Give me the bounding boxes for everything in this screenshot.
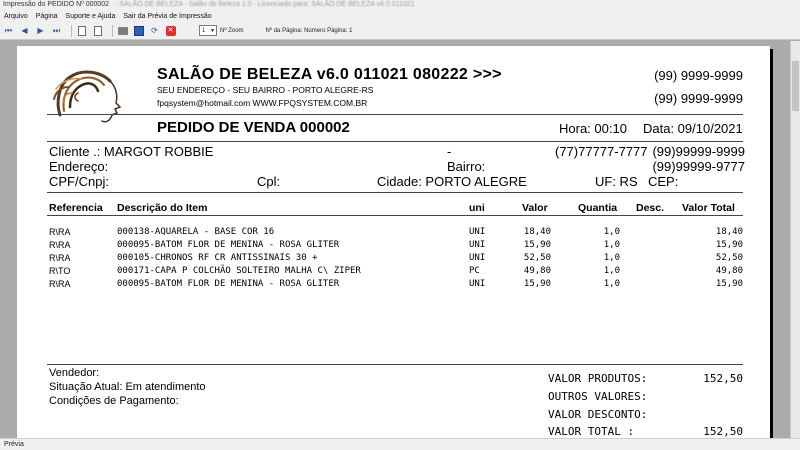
order-status: Situação Atual: Em atendimento [49,381,206,393]
divider [47,192,743,193]
status-bar [0,438,800,450]
cell-desc: 000095-BATOM FLOR DE MENINA - ROSA GLITER [117,279,340,289]
col-header-quantia: Quantia [578,202,618,214]
zoom-value: 1 [202,27,206,34]
window-title: Impressão do PEDIDO Nº 000002 [3,1,110,8]
col-header-uni: uni [469,202,485,214]
payment-terms: Condições de Pagamento: [49,395,179,407]
two-pages-icon[interactable] [92,25,103,36]
divider [47,364,743,365]
cell-uni: UNI [469,240,486,250]
cell-total: 15,90 [715,279,743,289]
col-header-valor: Valor [522,202,548,214]
table-row [17,266,770,279]
cell-total: 18,40 [715,227,743,237]
divider [47,141,743,142]
menu-pagina[interactable]: Página [35,13,58,20]
grand-total-label: VALOR TOTAL : [548,425,635,438]
status-text: Prévia [4,441,24,448]
last-page-icon[interactable]: ⏭ [52,25,61,35]
cell-ref: R\RA [49,240,71,250]
cell-quantia: 1,0 [603,240,620,250]
preview-viewport[interactable] [0,41,800,438]
vertical-scrollbar[interactable] [790,41,800,438]
company-phone-1: (99) 9999-9999 [654,68,743,83]
menu-sair-previa[interactable]: Sair da Prévia de Impressão [123,13,212,20]
customer-address: Endereço: [49,159,109,174]
refresh-icon[interactable]: ⟳ [151,25,158,35]
customer-name: Cliente .: MARGOT ROBBIE [49,144,214,159]
col-header-desc: Descrição do Item [117,202,208,214]
cell-total: 15,90 [715,240,743,250]
single-page-icon[interactable] [76,25,87,36]
order-date: Data: 09/10/2021 [643,121,743,136]
customer-bairro: Bairro: [447,159,486,174]
window-title-bar [0,0,800,11]
company-contact: fpqsystem@hotmail.com WWW.FPQSYSTEM.COM.BR [157,98,368,108]
discount-label: VALOR DESCONTO: [548,408,648,421]
products-total-label: VALOR PRODUTOS: [548,372,648,385]
cell-valor: 18,40 [523,227,551,237]
cell-ref: R\TO [49,266,71,276]
print-icon[interactable] [117,25,128,36]
customer-dash: - [447,144,452,159]
company-phone-2: (99) 9999-9999 [654,91,743,106]
toolbar-separator [71,25,72,37]
cell-desc: 000171-CAPA P COLCHÃO SOLTEIRO MALHA C\ ZIPER [117,266,361,276]
cell-total: 49,80 [715,266,743,276]
customer-cell: (99)99999-9999 [652,144,745,159]
save-icon[interactable] [133,25,144,36]
customer-cell-2: (99)99999-9777 [652,159,745,174]
cell-total: 52,50 [715,253,743,263]
cell-quantia: 1,0 [603,227,620,237]
chevron-down-icon: ▼ [210,28,215,34]
cell-uni: UNI [469,227,486,237]
cell-valor: 15,90 [523,240,551,250]
previous-page-icon[interactable]: ◀ [21,25,28,35]
report-page [17,46,770,438]
cell-uni: PC [469,266,480,276]
cell-valor: 49,80 [523,266,551,276]
customer-cep: CEP: [648,174,679,189]
table-row [17,240,770,253]
col-header-total: Valor Total [682,202,735,214]
col-header-desc-pct: Desc. [636,202,665,214]
zoom-label: Nº Zoom [220,27,244,34]
toolbar [0,22,800,40]
customer-phone: (77)77777-7777 [555,144,648,159]
order-time: Hora: 00:10 [559,121,627,136]
salon-logo-icon [52,63,132,125]
cell-uni: UNI [469,279,486,289]
company-name: SALÃO DE BELEZA v6.0 011021 080222 >>> [157,66,502,83]
exit-icon[interactable]: ✕ [165,25,176,36]
cell-ref: R\RA [49,227,71,237]
company-address: SEU ENDEREÇO - SEU BAIRRO - PORTO ALEGRE-RS [157,85,374,95]
menu-bar [0,11,800,22]
zoom-select[interactable] [199,25,217,36]
divider [47,215,743,216]
first-page-icon[interactable]: ⏮ [4,25,13,35]
col-header-ref: Referencia [49,202,103,214]
other-values-label: OUTROS VALORES: [548,390,648,403]
toolbar-separator [112,25,113,37]
cell-quantia: 1,0 [603,253,620,263]
customer-cpf: CPF/Cnpj: [49,174,109,189]
cell-desc: 000138-AQUARELA - BASE COR 16 [117,227,275,237]
scrollbar-thumb[interactable] [792,61,799,111]
window-title-suffix: - SALÃO DE BELEZA - Salão de Beleza 1.0 - Licenciado para: SALÃO DE BELEZA v6.0 011021 [115,1,415,8]
seller-label: Vendedor: [49,367,100,379]
menu-arquivo[interactable]: Arquivo [4,13,28,20]
cell-desc: 000095-BATOM FLOR DE MENINA - ROSA GLITER [117,240,340,250]
cell-ref: R\RA [49,253,71,263]
grand-total-value: 152,50 [703,425,743,438]
cell-valor: 15,90 [523,279,551,289]
customer-cpl: Cpl: [257,174,281,189]
divider [47,114,743,115]
page-number-label: Nº da Página: Número Página: 1 [265,27,353,34]
menu-suporte[interactable]: Suporte e Ajuda [65,13,116,20]
cell-ref: R\RA [49,279,71,289]
cell-quantia: 1,0 [603,279,620,289]
next-page-icon[interactable]: ▶ [37,25,44,35]
table-row [17,279,770,292]
table-row [17,227,770,240]
cell-desc: 000105-CHRONOS RF CR ANTISSINAIS 30 + [117,253,318,263]
customer-city: Cidade: PORTO ALEGRE [377,174,527,189]
cell-quantia: 1,0 [603,266,620,276]
cell-valor: 52,50 [523,253,551,263]
customer-uf: UF: RS [595,174,638,189]
cell-uni: UNI [469,253,486,263]
table-row [17,253,770,266]
document-title: PEDIDO DE VENDA 000002 [157,119,350,136]
products-total-value: 152,50 [703,372,743,385]
